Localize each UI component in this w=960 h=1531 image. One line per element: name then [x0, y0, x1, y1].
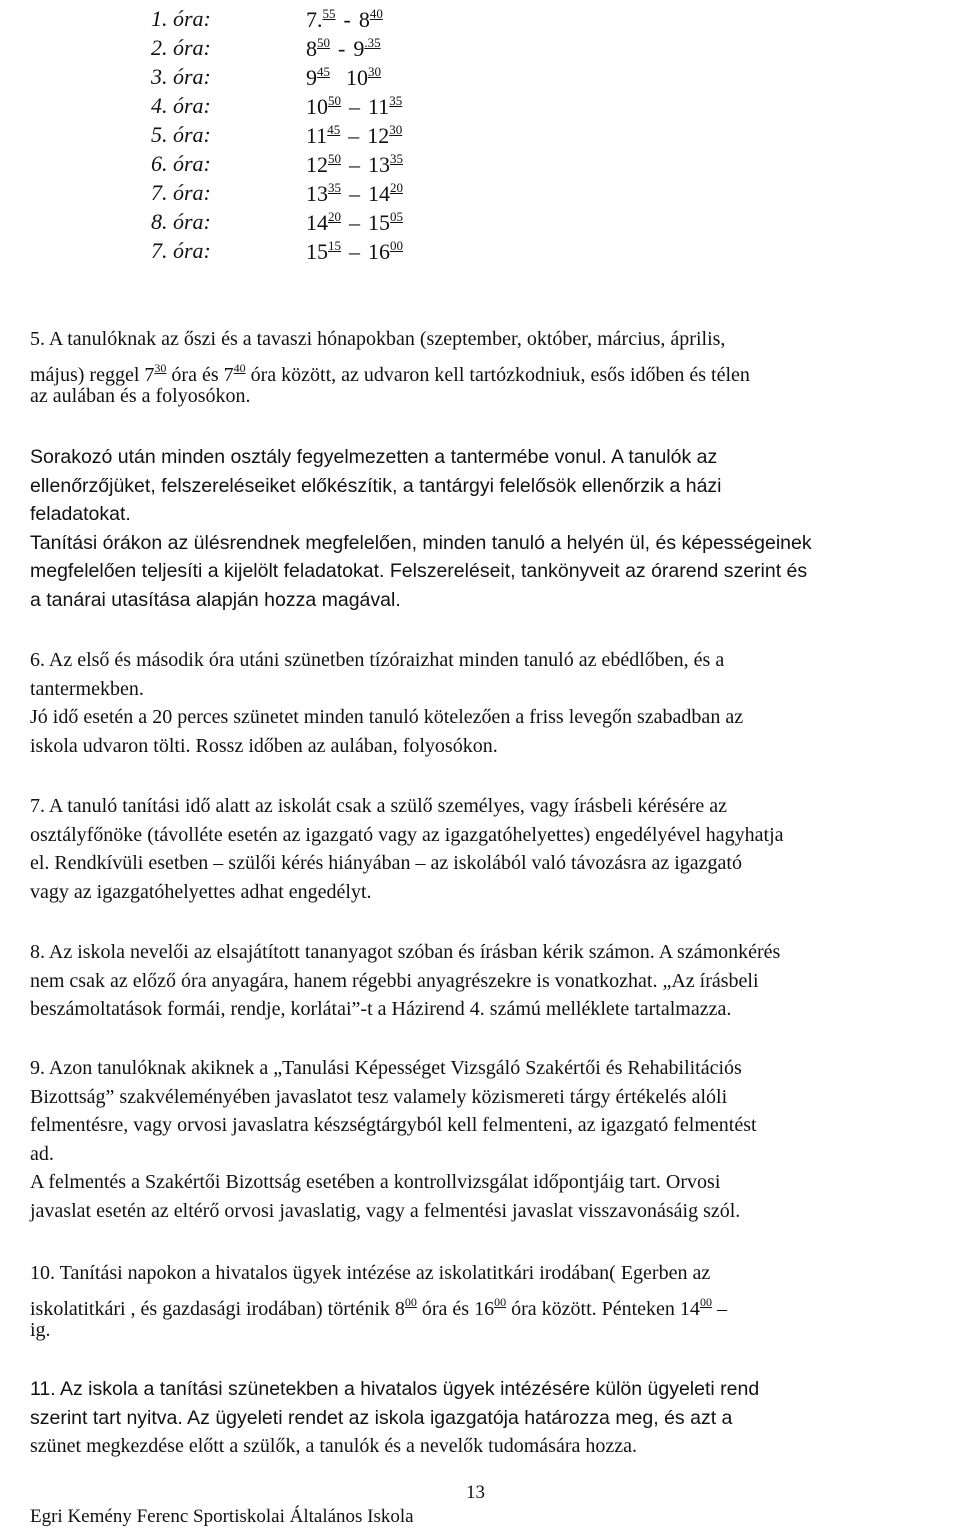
lesson-label: 5. óra: [151, 122, 211, 147]
p5-line2: május) reggel $7^{30}$ óra és $7^{40}$ óra között, az udvaron kell tartózkodniuk, esős időben és télen [30, 360, 750, 386]
p9-line4: ad. [30, 1142, 54, 1165]
schedule-row [0, 203, 960, 235]
schedule-row [0, 0, 960, 32]
lesson-label: 6. óra: [151, 151, 211, 176]
p6-line1: 6. Az első és második óra utáni szünetben tízóraizhat minden tanuló az ebédlőben, és a [30, 649, 725, 671]
lesson-label: 2. óra: [151, 35, 211, 60]
paragraph-8 [30, 938, 956, 1024]
lesson-time: $9^{45}$ $10^{30}$ [306, 64, 381, 90]
text-line [30, 382, 956, 411]
schedule-row [0, 87, 960, 119]
p5b-line1: Sorakozó után minden osztály fegyelmezetten a tantermébe vonul. A tanulók az [30, 446, 718, 468]
paragraph-6 [30, 646, 956, 760]
p10-line2: iskolatitkári , és gazdasági irodában) történik $8^{00}$ óra és $16^{00}$ óra között. Pénteken $14^{00}$ – [30, 1294, 727, 1320]
p5-line1: 5. A tanulóknak az őszi és a tavaszi hónapokban (szeptember, október, március, április, [30, 328, 726, 350]
lesson-label: 3. óra: [151, 64, 211, 89]
p8-line2: nem csak az előző óra anyagára, hanem régebbi anyagrészekre is vonatkozhat. „Az írásbeli [30, 969, 759, 992]
lesson-label: 7. óra: [151, 180, 211, 205]
p10-line3: ig. [30, 1319, 51, 1341]
paragraph-5 [30, 325, 956, 411]
text-line [30, 325, 956, 354]
p5b-line4: Tanítási órákon az ülésrendnek megfelelően, minden tanuló a helyén ül, és képességeinek [30, 531, 812, 554]
lesson-label: 8. óra: [151, 209, 211, 234]
p7-line2: osztályfőnöke (távolléte esetén az igazgató vagy az igazgatóhelyettes) engedélyével hagyhatja [30, 823, 784, 846]
p11-line3: szünet megkezdése előtt a szülők, a tanulók és a nevelők tudomására hozza. [30, 1435, 637, 1457]
paragraph-11 [30, 1375, 956, 1461]
p9-line3: felmentésre, vagy orvosi javaslatra készségtárgyból kell felmenteni, az igazgató felmentést [30, 1114, 757, 1136]
lesson-time: $14^{20} - 15^{05}$ [306, 209, 403, 235]
p10-line1: 10. Tanítási napokon a hivatalos ügyek intézése az iskolatitkári irodában( Egerben az [30, 1262, 711, 1284]
p6-line4: iskola udvaron tölti. Rossz időben az aulában, folyosókon. [30, 734, 498, 757]
lesson-time: $13^{35} - 14^{20}$ [306, 180, 403, 206]
lesson-time: $11^{45} - 12^{30}$ [306, 122, 403, 148]
paragraph-7 [30, 792, 956, 906]
lesson-label: 4. óra: [151, 93, 211, 118]
lesson-time: $7.55 - 8^{40}$ [306, 6, 383, 32]
p5b-line2: ellenőrzőjüket, felszereléseiket előkészítik, a tantárgyi felelősök ellenőrzik a házi [30, 474, 722, 497]
footer-school-name: Egri Kemény Ferenc Sportiskolai Általános Iskola [30, 1506, 414, 1527]
p9-line5: A felmentés a Szakértői Bizottság esetében a kontrollvizsgálat időpontjáig tart. Orvosi [30, 1171, 721, 1193]
schedule-row [0, 116, 960, 148]
p5b-line6: a tanárai utasítása alapján hozza magával. [30, 588, 401, 611]
p9-line1: 9. Azon tanulóknak akiknek a „Tanulási Képességet Vizsgáló Szakértői és Rehabilitációs [30, 1057, 742, 1079]
p7-line4: vagy az igazgatóhelyettes adhat engedélyt. [30, 880, 372, 903]
lesson-time: $8^{50} - 9^{.35}$ [306, 35, 381, 61]
schedule-row [0, 232, 960, 264]
p9-line6: javaslat esetén az eltérő orvosi javaslatig, vagy a felmentési javaslat visszavonásáig szól. [30, 1199, 741, 1222]
paragraph-5-continued [30, 443, 956, 614]
schedule-row [0, 145, 960, 177]
schedule-row [0, 29, 960, 61]
p11-line2: szerint tart nyitva. Az ügyeleti rendet az iskola igazgatója határozza meg, és azt a [30, 1406, 733, 1429]
paragraph-9 [30, 1054, 956, 1225]
p6-line3: Jó idő esetén a 20 perces szünetet minden tanuló kötelezően a friss levegőn szabadban az [30, 706, 744, 728]
p6-line2: tantermekben. [30, 677, 144, 700]
lesson-time: $10^{50} - 11^{35}$ [306, 93, 403, 119]
p11-line1: 11. Az iskola a tanítási szünetekben a hivatalos ügyek intézésére külön ügyeleti rend [30, 1378, 760, 1400]
lesson-label: 7. óra: [151, 238, 211, 263]
p7-line1: 7. A tanuló tanítási idő alatt az iskolát csak a szülő személyes, vagy írásbeli kérésére az [30, 795, 727, 817]
lesson-time: $12^{50} - 13^{35}$ [306, 151, 403, 177]
schedule-row [0, 174, 960, 206]
p8-line3: beszámoltatások formái, rendje, korlátai”-t a Házirend 4. számú melléklete tartalmazza. [30, 998, 732, 1020]
lesson-label: 1. óra: [151, 6, 211, 31]
p5b-line5: megfelelően teljesíti a kijelölt feladatokat. Felszereléseit, tankönyveit az órarend szerint és [30, 560, 808, 582]
page-number: 13 [466, 1482, 485, 1503]
p5b-line3: feladatokat. [30, 503, 131, 525]
schedule-row [0, 58, 960, 90]
p9-line2: Bizottság” szakvéleményében javaslatot tesz valamely közismereti tárgy értékelés alóli [30, 1085, 728, 1108]
p7-line3: el. Rendkívüli esetben – szülői kérés hiányában – az iskolából való távozásra az igazgató [30, 852, 742, 874]
p8-line1: 8. Az iskola nevelői az elsajátított tananyagot szóban és írásban kérik számon. A számonkérés [30, 941, 781, 963]
p5-line3: az aulában és a folyosókon. [30, 385, 251, 407]
paragraph-10 [30, 1259, 956, 1345]
text-line [30, 354, 956, 386]
lesson-time: $15^{15} - 16^{00}$ [306, 238, 403, 264]
